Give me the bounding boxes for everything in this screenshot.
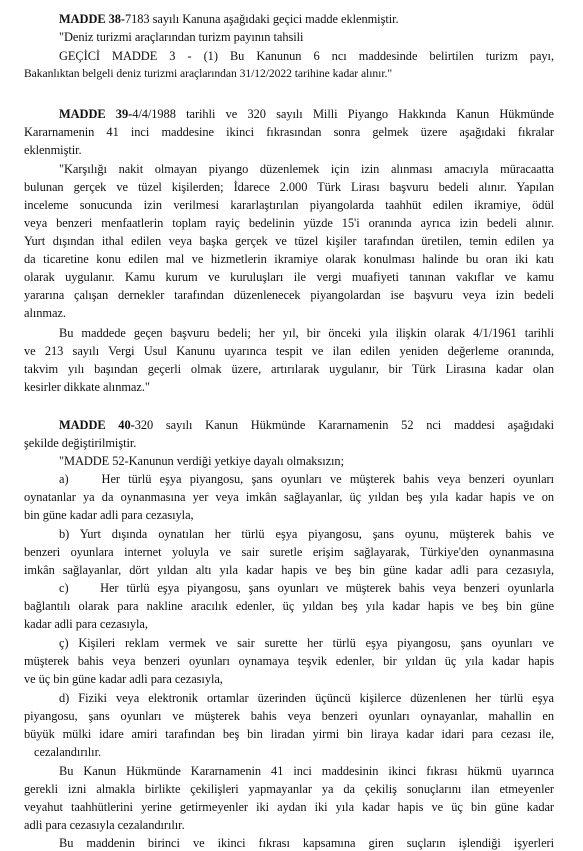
madde-40-p5-line: veyahut taahhütlerini yerine getirmeyenler iki aydan iki yıla kadar hapis ve üç bin güne kadar — [24, 800, 554, 814]
madde-38-text: 7183 sayılı Kanuna aşağıdaki geçici madde eklenmiştir. — [124, 12, 399, 26]
madde-38-line-2: "Deniz turizmi araçlarından turizm payının tahsili — [59, 30, 304, 44]
clause-cc-line: ç) Kişileri reklam vermek ve sair surette her türlü eşya piyangosu, şans oyunları ve — [59, 636, 554, 650]
madde-38-line-1 — [59, 12, 399, 26]
madde-40-p5-line: gerekli izni almakla birlikte çekilişleri yapmayanlar ya da çekiliş sonuçlarını ilan etmeyenler — [24, 782, 554, 796]
madde-39-text: 4/4/1988 tarihli ve 320 sayılı Milli Piyango Hakkında Kanun Hükmünde — [132, 107, 555, 121]
madde-39-p1-line: veya benzeri menfaatlerin toplam rayiç bedelinin yüzde 15'i oranında ayrıca izin bedeli alınır. — [24, 216, 554, 230]
madde-40-text: 320 sayılı Kanun Hükmünde Kararnamenin 52 nci maddesi aşağıdaki — [134, 418, 555, 432]
clause-d-line: d) Fiziki veya elektronik ortamlar üzerinden üçüncü kişilerce düzenlenen her türlü eşya — [59, 691, 554, 705]
madde-38-label: MADDE 38- — [59, 12, 125, 26]
clause-d-line: büyük mülki idare amiri tarafından beş bin liradan yirmi bin liraya kadar idari para cezası ile, — [24, 727, 554, 741]
clause-c-line: kadar adli para cezasıyla, — [24, 617, 148, 631]
madde-39-p1-line: da ticaretine konu edilen mal ve hizmetlerin ikramiye olarak konulması halinde bu oran iki katı — [24, 252, 554, 266]
madde-40-p5-line: adli para cezasıyla cezalandırılır. — [24, 818, 185, 832]
clause-b-line: benzeri oyunlara internet yoluyla ve sair suretle erişim sağlayarak, Türkiye'den oynanmasına — [24, 545, 554, 559]
clause-a-line: a) Her türlü eşya piyangosu, şans oyunları ve müşterek bahis veya benzeri oyunları — [59, 472, 554, 486]
madde-39-p1-line: olarak uygulanır. Kamu kurum ve kuruluşları ile vergi muafiyeti tanınan vakıflar ve kamu — [24, 270, 554, 284]
madde-39-p1-line: "Karşılığı nakit olmayan piyango düzenlemek için izin alınması amacıyla müracaatta — [59, 162, 554, 176]
madde-39-p1-line: inceleme sonucunda izin verilmesi kararlaştırılan piyangolarda taahhüt edilen ikramiye, ödül — [24, 198, 554, 212]
clause-cc-line: müşterek bahis veya benzeri oyunları oynamaya teşvik edenler, bir yıldan üç yıla kadar hapis — [24, 654, 554, 668]
madde-40-label: MADDE 40- — [59, 418, 135, 432]
madde-40-line-1 — [59, 418, 554, 432]
madde-38-line-4: Bakanlıktan belgeli deniz turizmi araçlarından 31/12/2022 tarihine kadar alınır." — [24, 67, 393, 80]
madde-38-line-3: GEÇİCİ MADDE 3 - (1) Bu Kanunun 6 ncı maddesinde belirtilen turizm payı, — [59, 49, 554, 63]
clause-b-line: imkân sağlayanlar, dört yıldan altı yıla kadar hapis ve beş bin güne kadar adli para cezasıyla, — [24, 563, 554, 577]
madde-39-label: MADDE 39- — [59, 107, 133, 121]
clause-a-line: bin güne kadar adli para cezasıyla, — [24, 508, 194, 522]
madde-39-p1-line: bulunan gerçek ve tüzel kişilerden; İdarece 2.000 Türk Lirası başvuru bedeli alınır. Yapılan — [24, 180, 554, 194]
clause-c-line: bağlantılı olarak para nakline aracılık edenler, üç yıldan beş yıla kadar hapis ve beş bin güne — [24, 599, 554, 613]
madde-39-p1-line: Yurt dışından ithal edilen veya başka gerçek ve tüzel kişiler tarafından üretilen, temin edilen ya — [24, 234, 554, 248]
madde-39-p1-line: alınmaz. — [24, 306, 66, 320]
madde-40-p6-line: Bu maddenin birinci ve ikinci fıkrası kapsamına giren suçların işlendiği işyerleri — [59, 836, 554, 850]
madde-40-line-3: "MADDE 52-Kanunun verdiği yetkiye dayalı olmaksızın; — [59, 454, 344, 468]
clause-d-line: cezalandırılır. — [34, 745, 102, 759]
clause-a-line: oynatanlar ya da oynanmasına yer veya imkân sağlayanlar, üç yıldan beş yıla kadar hapis ve on — [24, 490, 554, 504]
madde-40-p5-line: Bu Kanun Hükmünde Kararnamenin 41 inci maddesinin ikinci fıkrası hükmü uyarınca — [59, 764, 554, 778]
clause-c-line: c) Her türlü eşya piyangosu, şans oyunları ve müşterek bahis veya benzeri oyunlarla — [59, 581, 554, 595]
madde-39-line-2: Kararnamenin 41 inci maddesine ikinci fıkrasından sonra gelmek üzere aşağıdaki fıkralar — [24, 125, 554, 139]
madde-39-p2-line: Bu maddede geçen başvuru bedeli; her yıl, bir önceki yıla ilişkin olarak 4/1/1961 tarihli — [59, 326, 554, 340]
madde-40-line-2: şekilde değiştirilmiştir. — [24, 436, 137, 450]
madde-39-p2-line: takvim yılı başından geçerli olmak üzere, artırılarak uygulanır, bir Türk Lirasına kadar olan — [24, 362, 554, 376]
madde-39-p2-line: ve 213 sayılı Vergi Usul Kanunu uyarınca tespit ve ilan edilen yeniden değerleme oranında, — [24, 344, 554, 358]
clause-cc-line: ve üç bin güne kadar adli para cezasıyla, — [24, 672, 223, 686]
madde-39-line-3: eklenmiştir. — [24, 143, 82, 157]
clause-d-line: piyangosu, şans oyunları ve müşterek bahis veya benzeri oyunları oynayanlar, mahallin en — [24, 709, 554, 723]
clause-b-line: b) Yurt dışında oynatılan her türlü eşya piyangosu, şans oyunu, müşterek bahis ve — [59, 527, 554, 541]
madde-39-p2-line: kesirler dikkate alınmaz." — [24, 380, 150, 394]
madde-39-p1-line: yararına çalışan dernekler tarafından düzenlenecek piyangolardan ise başvuru veya izin bedeli — [24, 288, 554, 302]
madde-39-line-1 — [59, 107, 554, 121]
